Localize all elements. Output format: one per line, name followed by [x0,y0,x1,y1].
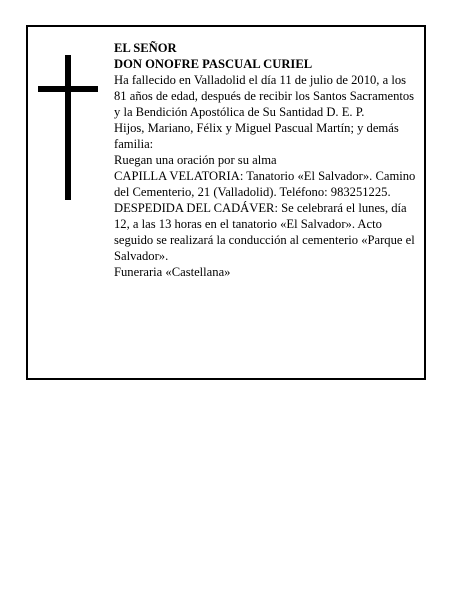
notice-text [114,40,416,280]
funeral-home: Funeraria «Castellana» [114,265,231,279]
farewell-paragraph: DESPEDIDA DEL CADÁVER: Se celebrará el lunes, día 12, a las 13 horas en el tanatorio «El Salvador». Acto seguido se realizará la conducción al cementerio «Parque el Salvador». [114,201,415,263]
deceased-name: DON ONOFRE PASCUAL CURIEL [114,57,313,71]
obituary-notice [26,25,426,380]
cross-icon [38,55,98,200]
cross-horizontal-bar [38,86,98,92]
death-paragraph: Ha fallecido en Valladolid el día 11 de julio de 2010, a los 81 años de edad, después de recibir los Santos Sacramentos y la Bendición Apostólica de Su Santidad D. E. P. [114,73,415,119]
family-paragraph: Hijos, Mariano, Félix y Miguel Pascual Martín; y demás familia: [114,121,399,151]
title-line-1: EL SEÑOR [114,41,177,55]
cross-vertical-bar [65,55,71,200]
chapel-paragraph: CAPILLA VELATORIA: Tanatorio «El Salvador». Camino del Cementerio, 21 (Valladolid). Teléfono: 983251225. [114,169,416,199]
prayer-line: Ruegan una oración por su alma [114,153,277,167]
